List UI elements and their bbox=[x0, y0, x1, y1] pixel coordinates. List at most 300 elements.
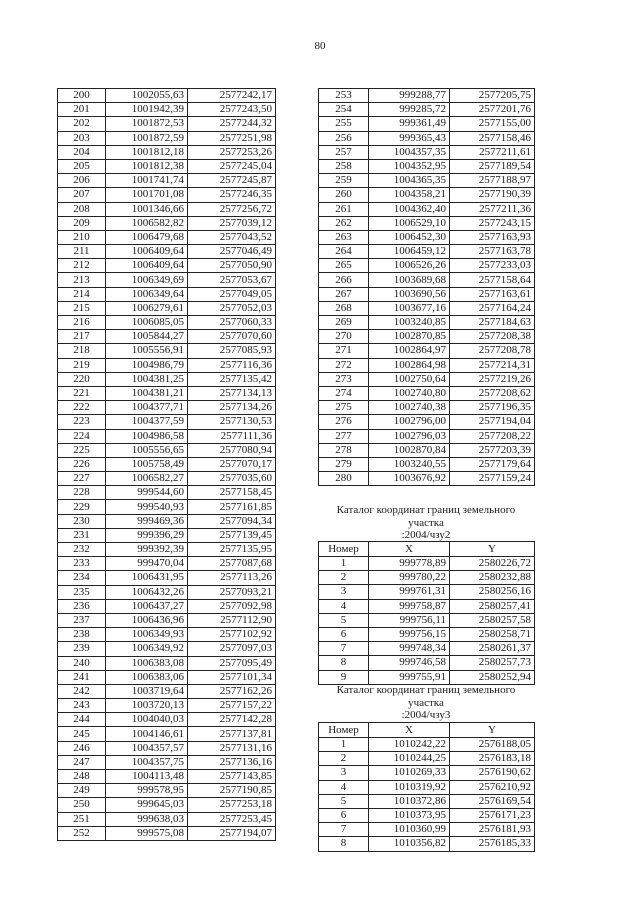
x-coordinate: 1006436,96 bbox=[106, 613, 188, 627]
table-row bbox=[58, 713, 276, 727]
y-coordinate: 2577205,75 bbox=[450, 89, 535, 103]
x-coordinate: 1006349,64 bbox=[106, 287, 188, 301]
table-row bbox=[319, 780, 535, 794]
point-number: 227 bbox=[58, 472, 106, 486]
x-coordinate: 1010372,86 bbox=[369, 794, 450, 808]
y-coordinate: 2577211,36 bbox=[450, 202, 535, 216]
table-row bbox=[319, 301, 535, 315]
table-row bbox=[319, 457, 535, 471]
table-row bbox=[58, 812, 276, 826]
y-coordinate: 2577256,72 bbox=[188, 202, 276, 216]
y-coordinate: 2577046,49 bbox=[188, 245, 276, 259]
caption-title: Каталог координат границ земельного bbox=[336, 684, 516, 696]
table-row bbox=[319, 642, 535, 656]
point-number: 230 bbox=[58, 514, 106, 528]
table-row bbox=[58, 415, 276, 429]
x-coordinate: 999469,36 bbox=[106, 514, 188, 528]
point-number: 257 bbox=[319, 145, 369, 159]
y-coordinate: 2577243,50 bbox=[188, 103, 276, 117]
table-row bbox=[58, 443, 276, 457]
table-row bbox=[319, 794, 535, 808]
y-coordinate: 2577092,98 bbox=[188, 599, 276, 613]
point-number: 249 bbox=[58, 784, 106, 798]
y-coordinate: 2576188,05 bbox=[450, 738, 535, 752]
x-coordinate: 1004357,75 bbox=[106, 755, 188, 769]
point-number: 221 bbox=[58, 386, 106, 400]
table-row bbox=[319, 386, 535, 400]
table-row bbox=[319, 613, 535, 627]
y-coordinate: 2577035,60 bbox=[188, 472, 276, 486]
x-coordinate: 1005844,27 bbox=[106, 330, 188, 344]
point-number: 217 bbox=[58, 330, 106, 344]
y-coordinate: 2577135,95 bbox=[188, 543, 276, 557]
x-coordinate: 999756,11 bbox=[369, 613, 450, 627]
x-coordinate: 999285,72 bbox=[369, 103, 450, 117]
parcel1-table bbox=[318, 541, 535, 685]
table-row bbox=[58, 202, 276, 216]
table-row bbox=[58, 642, 276, 656]
y-coordinate: 2577060,33 bbox=[188, 316, 276, 330]
table-row bbox=[58, 457, 276, 471]
point-number: 234 bbox=[58, 571, 106, 585]
point-number: 272 bbox=[319, 358, 369, 372]
y-coordinate: 2577095,49 bbox=[188, 656, 276, 670]
x-coordinate: 1002750,64 bbox=[369, 372, 450, 386]
x-coordinate: 999470,04 bbox=[106, 557, 188, 571]
y-coordinate: 2577158,46 bbox=[450, 131, 535, 145]
table-row bbox=[319, 89, 535, 103]
point-number: 208 bbox=[58, 202, 106, 216]
y-coordinate: 2577208,78 bbox=[450, 344, 535, 358]
table-row bbox=[319, 230, 535, 244]
point-number: 252 bbox=[58, 826, 106, 840]
point-number: 245 bbox=[58, 727, 106, 741]
y-coordinate: 2577243,15 bbox=[450, 216, 535, 230]
table-row bbox=[319, 401, 535, 415]
point-number: 220 bbox=[58, 372, 106, 386]
x-coordinate: 1003720,13 bbox=[106, 699, 188, 713]
point-number: 253 bbox=[319, 89, 369, 103]
x-coordinate: 1010360,99 bbox=[369, 823, 450, 837]
table-row bbox=[319, 344, 535, 358]
table-row bbox=[58, 301, 276, 315]
y-coordinate: 2577162,26 bbox=[188, 684, 276, 698]
x-coordinate: 1001812,18 bbox=[106, 145, 188, 159]
point-number: 5 bbox=[319, 613, 369, 627]
point-number: 273 bbox=[319, 372, 369, 386]
x-coordinate: 999756,15 bbox=[369, 627, 450, 641]
table-row bbox=[58, 656, 276, 670]
x-coordinate: 1003676,92 bbox=[369, 472, 450, 486]
table-body bbox=[319, 557, 535, 685]
point-number: 278 bbox=[319, 443, 369, 457]
table-row bbox=[58, 159, 276, 173]
y-coordinate: 2577159,24 bbox=[450, 472, 535, 486]
point-number: 8 bbox=[319, 837, 369, 851]
point-number: 261 bbox=[319, 202, 369, 216]
table-row bbox=[319, 216, 535, 230]
point-number: 279 bbox=[319, 457, 369, 471]
x-coordinate: 1004362,40 bbox=[369, 202, 450, 216]
point-number: 214 bbox=[58, 287, 106, 301]
table-row bbox=[58, 230, 276, 244]
table-row bbox=[58, 500, 276, 514]
x-coordinate: 1006349,69 bbox=[106, 273, 188, 287]
x-coordinate: 1004146,61 bbox=[106, 727, 188, 741]
y-coordinate: 2577039,12 bbox=[188, 216, 276, 230]
table-row bbox=[319, 808, 535, 822]
x-coordinate: 1010373,95 bbox=[369, 808, 450, 822]
parcel1-caption bbox=[318, 504, 534, 542]
y-coordinate: 2577070,60 bbox=[188, 330, 276, 344]
table-row bbox=[58, 741, 276, 755]
y-coordinate: 2577052,03 bbox=[188, 301, 276, 315]
x-coordinate: 1004986,58 bbox=[106, 429, 188, 443]
point-number: 269 bbox=[319, 316, 369, 330]
y-coordinate: 2577163,78 bbox=[450, 245, 535, 259]
point-number: 268 bbox=[319, 301, 369, 315]
x-coordinate: 1002796,03 bbox=[369, 429, 450, 443]
header-number: Номер bbox=[319, 542, 369, 557]
x-coordinate: 1006526,26 bbox=[369, 259, 450, 273]
table-row bbox=[58, 386, 276, 400]
y-coordinate: 2577093,21 bbox=[188, 585, 276, 599]
point-number: 8 bbox=[319, 656, 369, 670]
table-row bbox=[319, 330, 535, 344]
y-coordinate: 2577070,17 bbox=[188, 457, 276, 471]
x-coordinate: 1006431,95 bbox=[106, 571, 188, 585]
table-row bbox=[58, 259, 276, 273]
y-coordinate: 2577158,45 bbox=[188, 486, 276, 500]
y-coordinate: 2577245,87 bbox=[188, 174, 276, 188]
x-coordinate: 999761,31 bbox=[369, 585, 450, 599]
point-number: 222 bbox=[58, 401, 106, 415]
point-number: 258 bbox=[319, 159, 369, 173]
y-coordinate: 2577244,32 bbox=[188, 117, 276, 131]
point-number: 247 bbox=[58, 755, 106, 769]
header-number: Номер bbox=[319, 723, 369, 738]
x-coordinate: 1001701,08 bbox=[106, 188, 188, 202]
parcel2-table bbox=[318, 722, 535, 852]
point-number: 236 bbox=[58, 599, 106, 613]
point-number: 223 bbox=[58, 415, 106, 429]
table-row bbox=[319, 145, 535, 159]
caption-subtitle: участка bbox=[408, 696, 444, 709]
y-coordinate: 2577116,36 bbox=[188, 358, 276, 372]
x-coordinate: 1004986,79 bbox=[106, 358, 188, 372]
x-coordinate: 1006432,26 bbox=[106, 585, 188, 599]
point-number: 270 bbox=[319, 330, 369, 344]
y-coordinate: 2580258,71 bbox=[450, 627, 535, 641]
x-coordinate: 999638,03 bbox=[106, 812, 188, 826]
y-coordinate: 2577194,07 bbox=[188, 826, 276, 840]
table-row bbox=[58, 330, 276, 344]
y-coordinate: 2577201,76 bbox=[450, 103, 535, 117]
y-coordinate: 2580252,94 bbox=[450, 670, 535, 684]
x-coordinate: 1002864,98 bbox=[369, 358, 450, 372]
x-coordinate: 1004357,57 bbox=[106, 741, 188, 755]
x-coordinate: 1002740,38 bbox=[369, 401, 450, 415]
table-body bbox=[319, 89, 535, 486]
x-coordinate: 1004381,25 bbox=[106, 372, 188, 386]
x-coordinate: 1002870,85 bbox=[369, 330, 450, 344]
y-coordinate: 2577137,81 bbox=[188, 727, 276, 741]
table-row bbox=[58, 245, 276, 259]
y-coordinate: 2577242,17 bbox=[188, 89, 276, 103]
header-row bbox=[319, 723, 535, 738]
table-row bbox=[58, 131, 276, 145]
y-coordinate: 2577211,61 bbox=[450, 145, 535, 159]
y-coordinate: 2577253,45 bbox=[188, 812, 276, 826]
y-coordinate: 2577208,38 bbox=[450, 330, 535, 344]
caption-subtitle: участка bbox=[408, 516, 444, 529]
table-row bbox=[319, 599, 535, 613]
point-number: 251 bbox=[58, 812, 106, 826]
y-coordinate: 2577113,26 bbox=[188, 571, 276, 585]
y-coordinate: 2577043,52 bbox=[188, 230, 276, 244]
point-number: 237 bbox=[58, 613, 106, 627]
y-coordinate: 2577094,34 bbox=[188, 514, 276, 528]
header-y: Y bbox=[450, 542, 535, 557]
y-coordinate: 2577253,26 bbox=[188, 145, 276, 159]
table-row bbox=[58, 528, 276, 542]
y-coordinate: 2577233,03 bbox=[450, 259, 535, 273]
table-row bbox=[58, 543, 276, 557]
y-coordinate: 2577134,13 bbox=[188, 386, 276, 400]
point-number: 229 bbox=[58, 500, 106, 514]
point-number: 271 bbox=[319, 344, 369, 358]
y-coordinate: 2576185,33 bbox=[450, 837, 535, 851]
y-coordinate: 2577203,39 bbox=[450, 443, 535, 457]
table-row bbox=[319, 571, 535, 585]
x-coordinate: 999645,03 bbox=[106, 798, 188, 812]
point-number: 204 bbox=[58, 145, 106, 159]
y-coordinate: 2577050,90 bbox=[188, 259, 276, 273]
table-row bbox=[58, 628, 276, 642]
point-number: 238 bbox=[58, 628, 106, 642]
point-number: 239 bbox=[58, 642, 106, 656]
x-coordinate: 1006409,64 bbox=[106, 245, 188, 259]
point-number: 233 bbox=[58, 557, 106, 571]
point-number: 215 bbox=[58, 301, 106, 315]
point-number: 3 bbox=[319, 585, 369, 599]
coordinates-table-left bbox=[57, 88, 276, 841]
header-x: X bbox=[369, 723, 450, 738]
table-row bbox=[58, 429, 276, 443]
table-row bbox=[319, 316, 535, 330]
x-coordinate: 1003689,68 bbox=[369, 273, 450, 287]
y-coordinate: 2576169,54 bbox=[450, 794, 535, 808]
point-number: 246 bbox=[58, 741, 106, 755]
y-coordinate: 2577158,64 bbox=[450, 273, 535, 287]
x-coordinate: 1001346,66 bbox=[106, 202, 188, 216]
x-coordinate: 1004377,71 bbox=[106, 401, 188, 415]
x-coordinate: 1004365,35 bbox=[369, 174, 450, 188]
point-number: 226 bbox=[58, 457, 106, 471]
y-coordinate: 2576190,62 bbox=[450, 766, 535, 780]
table-row bbox=[58, 514, 276, 528]
x-coordinate: 1006582,82 bbox=[106, 216, 188, 230]
y-coordinate: 2577097,03 bbox=[188, 642, 276, 656]
table-row bbox=[58, 145, 276, 159]
point-number: 206 bbox=[58, 174, 106, 188]
point-number: 259 bbox=[319, 174, 369, 188]
x-coordinate: 1002870,84 bbox=[369, 443, 450, 457]
y-coordinate: 2577161,85 bbox=[188, 500, 276, 514]
x-coordinate: 1004381,21 bbox=[106, 386, 188, 400]
x-coordinate: 1006383,08 bbox=[106, 656, 188, 670]
point-number: 219 bbox=[58, 358, 106, 372]
point-number: 274 bbox=[319, 386, 369, 400]
table-row bbox=[58, 486, 276, 500]
y-coordinate: 2580256,16 bbox=[450, 585, 535, 599]
table-row bbox=[319, 670, 535, 684]
y-coordinate: 2577179,64 bbox=[450, 457, 535, 471]
x-coordinate: 1004357,35 bbox=[369, 145, 450, 159]
point-number: 6 bbox=[319, 808, 369, 822]
table-row bbox=[58, 826, 276, 840]
x-coordinate: 999746,58 bbox=[369, 656, 450, 670]
point-number: 277 bbox=[319, 429, 369, 443]
table-row bbox=[58, 571, 276, 585]
y-coordinate: 2576210,92 bbox=[450, 780, 535, 794]
x-coordinate: 1001942,39 bbox=[106, 103, 188, 117]
table-row bbox=[319, 585, 535, 599]
x-coordinate: 1010242,22 bbox=[369, 738, 450, 752]
table-row bbox=[58, 188, 276, 202]
x-coordinate: 1004377,59 bbox=[106, 415, 188, 429]
x-coordinate: 1002796,00 bbox=[369, 415, 450, 429]
y-coordinate: 2577188,97 bbox=[450, 174, 535, 188]
table-row bbox=[58, 599, 276, 613]
table-row bbox=[58, 89, 276, 103]
x-coordinate: 1006459,12 bbox=[369, 245, 450, 259]
point-number: 205 bbox=[58, 159, 106, 173]
table-row bbox=[58, 798, 276, 812]
x-coordinate: 1001741,74 bbox=[106, 174, 188, 188]
point-number: 200 bbox=[58, 89, 106, 103]
point-number: 232 bbox=[58, 543, 106, 557]
point-number: 201 bbox=[58, 103, 106, 117]
y-coordinate: 2577214,31 bbox=[450, 358, 535, 372]
point-number: 2 bbox=[319, 752, 369, 766]
y-coordinate: 2577196,35 bbox=[450, 401, 535, 415]
y-coordinate: 2577184,63 bbox=[450, 316, 535, 330]
x-coordinate: 1010356,82 bbox=[369, 837, 450, 851]
point-number: 224 bbox=[58, 429, 106, 443]
table-row bbox=[319, 823, 535, 837]
table-row bbox=[319, 273, 535, 287]
y-coordinate: 2577194,04 bbox=[450, 415, 535, 429]
x-coordinate: 999748,34 bbox=[369, 642, 450, 656]
parcel2-caption bbox=[318, 684, 534, 722]
table-row bbox=[319, 131, 535, 145]
y-coordinate: 2577136,16 bbox=[188, 755, 276, 769]
point-number: 254 bbox=[319, 103, 369, 117]
table-row bbox=[58, 727, 276, 741]
y-coordinate: 2580257,58 bbox=[450, 613, 535, 627]
table-row bbox=[58, 557, 276, 571]
y-coordinate: 2577208,62 bbox=[450, 386, 535, 400]
table-row bbox=[58, 684, 276, 698]
table-row bbox=[319, 287, 535, 301]
x-coordinate: 1006452,30 bbox=[369, 230, 450, 244]
table-row bbox=[58, 670, 276, 684]
table-row bbox=[319, 415, 535, 429]
x-coordinate: 999578,95 bbox=[106, 784, 188, 798]
point-number: 243 bbox=[58, 699, 106, 713]
table-row bbox=[58, 287, 276, 301]
table-row bbox=[319, 738, 535, 752]
y-coordinate: 2577080,94 bbox=[188, 443, 276, 457]
x-coordinate: 1005556,91 bbox=[106, 344, 188, 358]
point-number: 210 bbox=[58, 230, 106, 244]
table-row bbox=[58, 770, 276, 784]
table-row bbox=[319, 472, 535, 486]
y-coordinate: 2577190,85 bbox=[188, 784, 276, 798]
point-number: 255 bbox=[319, 117, 369, 131]
header-x: X bbox=[369, 542, 450, 557]
table-row bbox=[58, 472, 276, 486]
parcel-id: :2004/чзу2 bbox=[401, 529, 451, 541]
table-row bbox=[319, 443, 535, 457]
x-coordinate: 1004113,48 bbox=[106, 770, 188, 784]
point-number: 265 bbox=[319, 259, 369, 273]
point-number: 218 bbox=[58, 344, 106, 358]
x-coordinate: 999288,77 bbox=[369, 89, 450, 103]
y-coordinate: 2580257,41 bbox=[450, 599, 535, 613]
x-coordinate: 1006479,68 bbox=[106, 230, 188, 244]
x-coordinate: 1010319,92 bbox=[369, 780, 450, 794]
x-coordinate: 1001872,59 bbox=[106, 131, 188, 145]
table-row bbox=[58, 316, 276, 330]
point-number: 260 bbox=[319, 188, 369, 202]
point-number: 216 bbox=[58, 316, 106, 330]
y-coordinate: 2577246,35 bbox=[188, 188, 276, 202]
x-coordinate: 1003690,56 bbox=[369, 287, 450, 301]
x-coordinate: 999758,87 bbox=[369, 599, 450, 613]
point-number: 203 bbox=[58, 131, 106, 145]
y-coordinate: 2577049,05 bbox=[188, 287, 276, 301]
parcel-id: :2004/чзу3 bbox=[401, 709, 451, 721]
y-coordinate: 2576183,18 bbox=[450, 752, 535, 766]
table-row bbox=[319, 627, 535, 641]
y-coordinate: 2577245,04 bbox=[188, 159, 276, 173]
y-coordinate: 2577251,98 bbox=[188, 131, 276, 145]
caption-title: Каталог координат границ земельного bbox=[336, 504, 516, 516]
x-coordinate: 999396,29 bbox=[106, 528, 188, 542]
y-coordinate: 2577208,22 bbox=[450, 429, 535, 443]
x-coordinate: 999575,08 bbox=[106, 826, 188, 840]
table-row bbox=[58, 174, 276, 188]
point-number: 6 bbox=[319, 627, 369, 641]
table-row bbox=[58, 613, 276, 627]
point-number: 250 bbox=[58, 798, 106, 812]
y-coordinate: 2577163,61 bbox=[450, 287, 535, 301]
point-number: 207 bbox=[58, 188, 106, 202]
point-number: 231 bbox=[58, 528, 106, 542]
x-coordinate: 1006582,27 bbox=[106, 472, 188, 486]
y-coordinate: 2577131,16 bbox=[188, 741, 276, 755]
table-row bbox=[58, 784, 276, 798]
table-row bbox=[319, 117, 535, 131]
y-coordinate: 2577087,68 bbox=[188, 557, 276, 571]
x-coordinate: 1006349,92 bbox=[106, 642, 188, 656]
x-coordinate: 999780,22 bbox=[369, 571, 450, 585]
point-number: 1 bbox=[319, 738, 369, 752]
x-coordinate: 999361,49 bbox=[369, 117, 450, 131]
y-coordinate: 2580257,73 bbox=[450, 656, 535, 670]
